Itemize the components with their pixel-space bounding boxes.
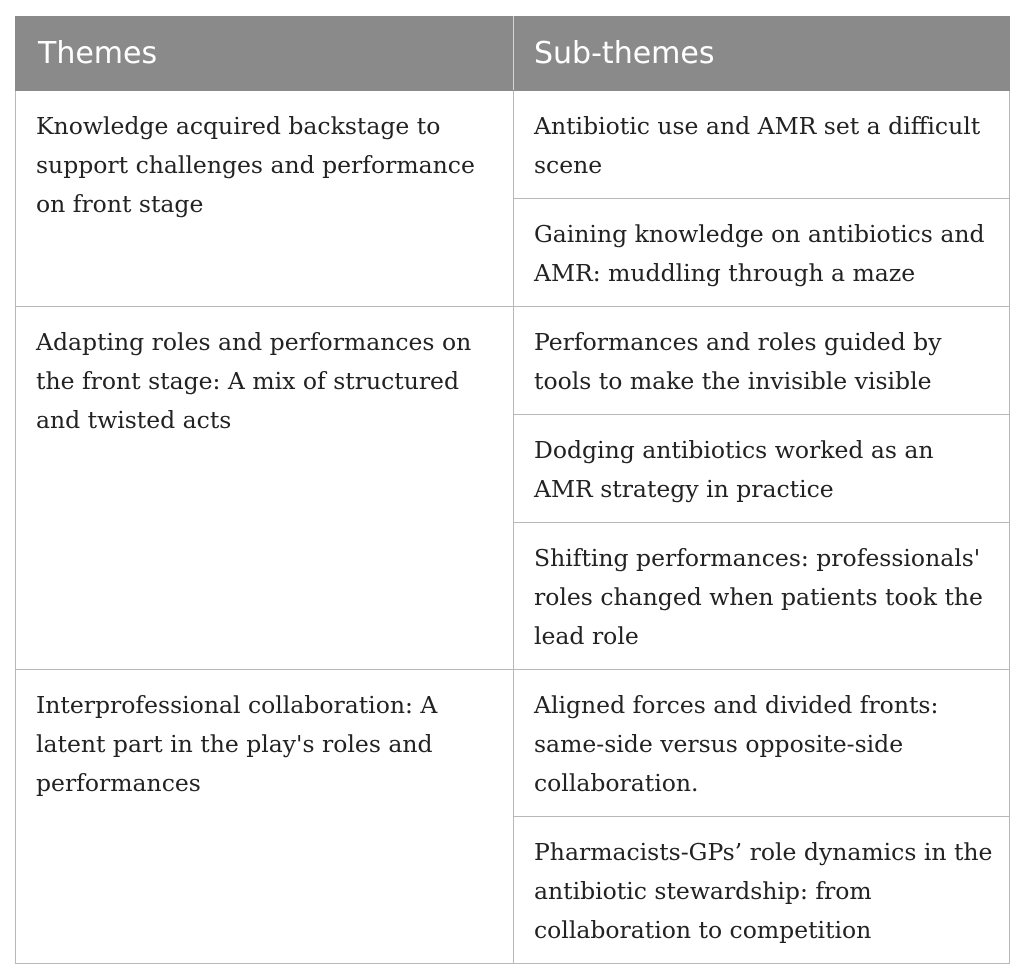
theme-cell	[16, 307, 514, 670]
theme-text: Adapting roles and performances on the front stage: A mix of structured and twisted acts	[36, 328, 472, 434]
subtheme-text: Dodging antibiotics worked as an AMR strategy in practice	[534, 436, 934, 503]
table-row	[16, 307, 1010, 415]
header-themes: Themes	[16, 17, 514, 91]
subtheme-cell	[514, 817, 1010, 964]
subtheme-text: Gaining knowledge on antibiotics and AMR: muddling through a maze	[534, 220, 985, 287]
theme-text: Knowledge acquired backstage to support challenges and performance on front stage	[36, 112, 475, 218]
theme-text: Interprofessional collaboration: A latent part in the play's roles and performances	[36, 691, 438, 797]
subtheme-cell	[514, 670, 1010, 817]
theme-cell	[16, 91, 514, 307]
theme-cell	[16, 670, 514, 964]
subtheme-cell	[514, 199, 1010, 307]
subtheme-cell	[514, 91, 1010, 199]
header-sub-themes: Sub-themes	[514, 17, 1010, 91]
header-row	[16, 17, 1010, 91]
subtheme-cell	[514, 523, 1010, 670]
table-row	[16, 670, 1010, 817]
subtheme-text: Aligned forces and divided fronts: same-side versus opposite-side collaboration.	[534, 691, 939, 797]
subtheme-text: Shifting performances: professionals' roles changed when patients took the lead role	[534, 544, 983, 650]
themes-table-container	[15, 16, 1009, 964]
table-body	[16, 91, 1010, 964]
subtheme-text: Antibiotic use and AMR set a difficult scene	[534, 112, 981, 179]
table-row	[16, 91, 1010, 199]
subtheme-cell	[514, 415, 1010, 523]
subtheme-cell	[514, 307, 1010, 415]
subtheme-text: Pharmacists-GPs’ role dynamics in the antibiotic stewardship: from collaboration to competition	[534, 838, 993, 944]
themes-table	[15, 16, 1010, 964]
subtheme-text: Performances and roles guided by tools to make the invisible visible	[534, 328, 942, 395]
table-header	[16, 17, 1010, 91]
